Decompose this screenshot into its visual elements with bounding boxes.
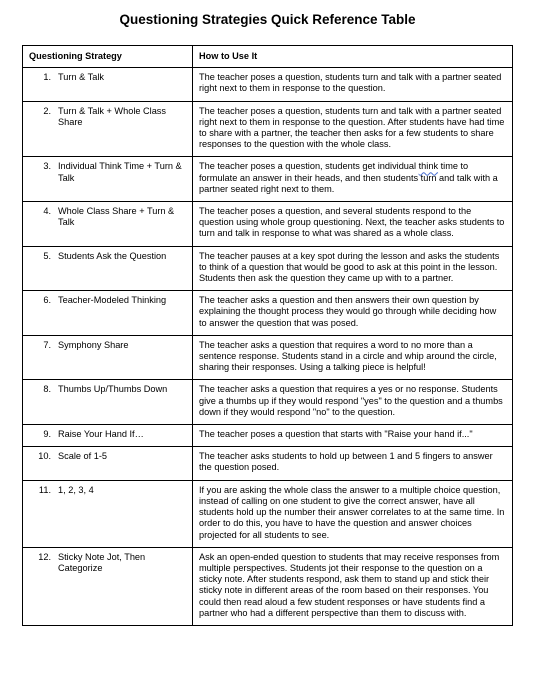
header-strategy: Questioning Strategy: [23, 46, 193, 68]
header-how-to-use: How to Use It: [193, 46, 513, 68]
strategy-cell: [23, 291, 193, 336]
row-number: 9.: [43, 429, 51, 440]
strategy-name: Raise Your Hand If…: [58, 429, 144, 440]
how-cell: The teacher asks a question and then answers their own question by explaining the thought process they would go through while deciding how to answer the question that was posed.: [193, 291, 513, 336]
row-number: 2.: [43, 105, 51, 116]
strategy-cell: [23, 335, 193, 380]
row-number: 8.: [43, 384, 51, 395]
how-cell: [193, 157, 513, 202]
reference-table: [22, 45, 513, 626]
page-title: Questioning Strategies Quick Reference Table: [119, 12, 416, 27]
how-cell: If you are asking the whole class the answer to a multiple choice question, instead of calling on one student to give the correct answer, have all students hold up the number their answer correlates to at the same time. In order to do this, you have to have the question and answer choices projected for all students to see.: [193, 480, 513, 547]
table-row: [23, 246, 513, 291]
row-number: 11.: [38, 484, 51, 495]
how-cell: The teacher poses a question that starts with "Raise your hand if...": [193, 425, 513, 447]
strategy-cell: [23, 246, 193, 291]
strategy-name: Whole Class Share + Turn & Talk: [58, 206, 175, 228]
row-number: 1.: [43, 72, 51, 83]
how-cell: The teacher asks students to hold up between 1 and 5 fingers to answer the question posed.: [193, 447, 513, 480]
strategy-name: Turn & Talk: [58, 72, 104, 83]
strategy-name: 1, 2, 3, 4: [58, 484, 94, 495]
table-row: [23, 68, 513, 101]
strategy-name: Sticky Note Jot, Then Categorize: [58, 551, 146, 573]
table-row: [23, 101, 513, 157]
table-row: [23, 202, 513, 247]
strategy-name: Teacher-Modeled Thinking: [58, 295, 167, 306]
table-row: [23, 157, 513, 202]
strategy-cell: [23, 101, 193, 157]
strategy-cell: [23, 380, 193, 425]
table-row: [23, 291, 513, 336]
strategy-name: Scale of 1-5: [58, 451, 108, 462]
how-cell: Ask an open-ended question to students that may receive responses from multiple perspectives. Students jot their response to the question on a sticky note. After students respond, ask them to stand up and stick their sticky note in different areas of the room based on their responses. You could then read aloud a few student responses or have students find a partner who had a different perspective than them to discuss with.: [193, 547, 513, 625]
row-number: 6.: [43, 295, 51, 306]
how-cell: The teacher pauses at a key spot during the lesson and asks the students to think of a question that would be good to ask at this point in the lesson. Students then ask the question they came up with to a partner.: [193, 246, 513, 291]
row-number: 12.: [38, 551, 51, 562]
how-cell: The teacher poses a question, and several students respond to the question using whole group questioning. Next, the teacher asks students to turn and talk in response to what was shared as a whole class.: [193, 202, 513, 247]
how-cell: The teacher asks a question that requires a word to no more than a sentence response. Students stand in a circle and whip around the circle, sharing their responses. Using a talking piece is helpful!: [193, 335, 513, 380]
table-row: [23, 425, 513, 447]
strategy-name: Turn & Talk + Whole Class Share: [58, 105, 166, 127]
table-row: [23, 547, 513, 625]
spellcheck-marked-word: think: [418, 161, 439, 172]
strategy-name: Students Ask the Question: [58, 250, 167, 261]
row-number: 7.: [43, 339, 51, 350]
table-row: [23, 480, 513, 547]
row-number: 3.: [43, 161, 51, 172]
table-header-row: [23, 46, 513, 68]
strategy-name: Individual Think Time + Turn & Talk: [58, 161, 182, 183]
strategy-cell: [23, 425, 193, 447]
strategy-cell: [23, 447, 193, 480]
table-row: [23, 447, 513, 480]
table-row: [23, 380, 513, 425]
strategy-cell: [23, 480, 193, 547]
strategy-cell: [23, 547, 193, 625]
strategy-cell: [23, 202, 193, 247]
how-cell: The teacher asks a question that requires a yes or no response. Students give a thumbs up if they would respond "yes" to the question and a thumbs down if they would respond "no" to the question.: [193, 380, 513, 425]
how-text-part: time to formulate an answer in their heads, and then students turn and talk with a partner seated right next to them.: [199, 161, 498, 194]
how-cell: The teacher poses a question, students turn and talk with a partner seated right next to them in response to the question. After students have had time to share with a partner, the teacher then asks for a few students to share responses to the question with the whole class.: [193, 101, 513, 157]
row-number: 4.: [43, 206, 51, 217]
row-number: 5.: [43, 250, 51, 261]
how-text-part: The teacher poses a question, students get individual: [199, 161, 419, 172]
strategy-cell: [23, 68, 193, 101]
row-number: 10.: [38, 451, 51, 462]
table-row: [23, 335, 513, 380]
strategy-name: Thumbs Up/Thumbs Down: [58, 384, 168, 395]
strategy-cell: [23, 157, 193, 202]
how-cell: The teacher poses a question, students turn and talk with a partner seated right next to them in response to the question.: [193, 68, 513, 101]
strategy-name: Symphony Share: [58, 339, 129, 350]
